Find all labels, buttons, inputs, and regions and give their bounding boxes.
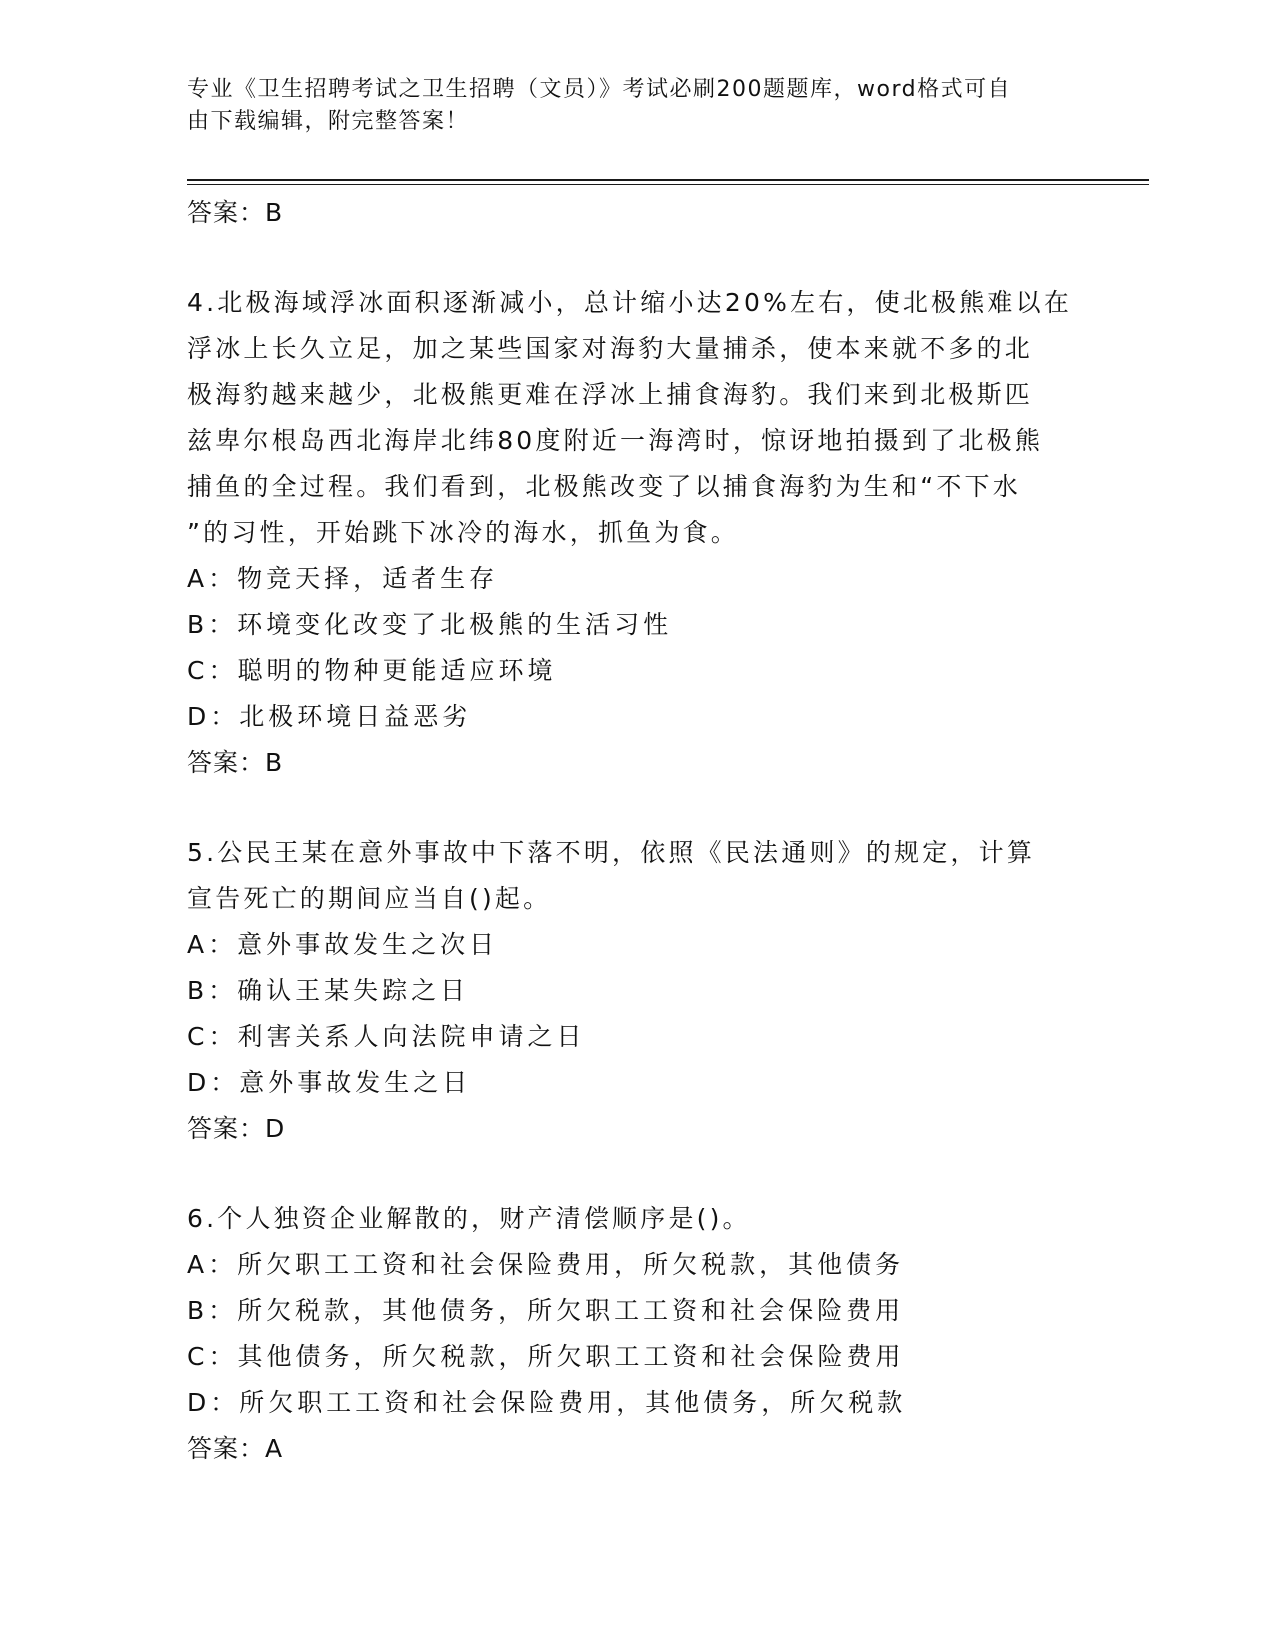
question-6: [187, 1196, 1087, 1472]
option-b: B：确认王某失踪之日: [187, 976, 470, 1005]
question-text-line: 4.北极海域浮冰面积逐渐减小，总计缩小达20%左右，使北极熊难以在: [187, 288, 1073, 317]
spacer: [187, 236, 1087, 280]
option-a: A：所欠职工工资和社会保险费用，所欠税款，其他债务: [187, 1250, 905, 1279]
header-divider-thin: [187, 184, 1149, 185]
option-a: A：物竞天择，适者生存: [187, 564, 499, 593]
document-body: [187, 190, 1087, 1472]
question-text-line: 5.公民王某在意外事故中下落不明，依照《民法通则》的规定，计算: [187, 838, 1036, 867]
question-4: [187, 280, 1087, 786]
spacer: [187, 1152, 1087, 1196]
option-b: B：环境变化改变了北极熊的生活习性: [187, 610, 673, 639]
question-text-line: 极海豹越来越少，北极熊更难在浮冰上捕食海豹。我们来到北极斯匹: [187, 380, 1034, 409]
previous-answer: 答案：B: [187, 198, 284, 227]
option-c: C：其他债务，所欠税款，所欠职工工资和社会保险费用: [187, 1342, 905, 1371]
question-5: [187, 830, 1087, 1152]
option-d: D：意外事故发生之日: [187, 1068, 472, 1097]
header-divider-thick: [187, 179, 1149, 181]
answer-line: 答案：B: [187, 748, 284, 777]
option-d: D：北极环境日益恶劣: [187, 702, 472, 731]
spacer: [187, 786, 1087, 830]
answer-line: 答案：A: [187, 1434, 284, 1463]
option-d: D：所欠职工工资和社会保险费用，其他债务，所欠税款: [187, 1388, 907, 1417]
option-c: C：聪明的物种更能适应环境: [187, 656, 557, 685]
answer-line: 答案：D: [187, 1114, 286, 1143]
question-text-line: 6.个人独资企业解散的，财产清偿顺序是()。: [187, 1204, 751, 1233]
question-text-line: ”的习性，开始跳下冰冷的海水，抓鱼为食。: [187, 518, 739, 547]
document-header: [187, 74, 1087, 138]
question-text-line: 捕鱼的全过程。我们看到，北极熊改变了以捕食海豹为生和“不下水: [187, 472, 1021, 501]
option-c: C：利害关系人向法院申请之日: [187, 1022, 586, 1051]
question-text-line: 浮冰上长久立足，加之某些国家对海豹大量捕杀，使本来就不多的北: [187, 334, 1034, 363]
question-text-line: 宣告死亡的期间应当自()起。: [187, 884, 552, 913]
header-line-1: 专业《卫生招聘考试之卫生招聘（文员）》考试必刷200题题库，word格式可自: [187, 77, 1012, 102]
question-text-line: 兹卑尔根岛西北海岸北纬80度附近一海湾时，惊讶地拍摄到了北极熊: [187, 426, 1044, 455]
header-line-2: 由下载编辑，附完整答案！: [187, 109, 470, 134]
option-a: A：意外事故发生之次日: [187, 930, 499, 959]
option-b: B：所欠税款，其他债务，所欠职工工资和社会保险费用: [187, 1296, 905, 1325]
